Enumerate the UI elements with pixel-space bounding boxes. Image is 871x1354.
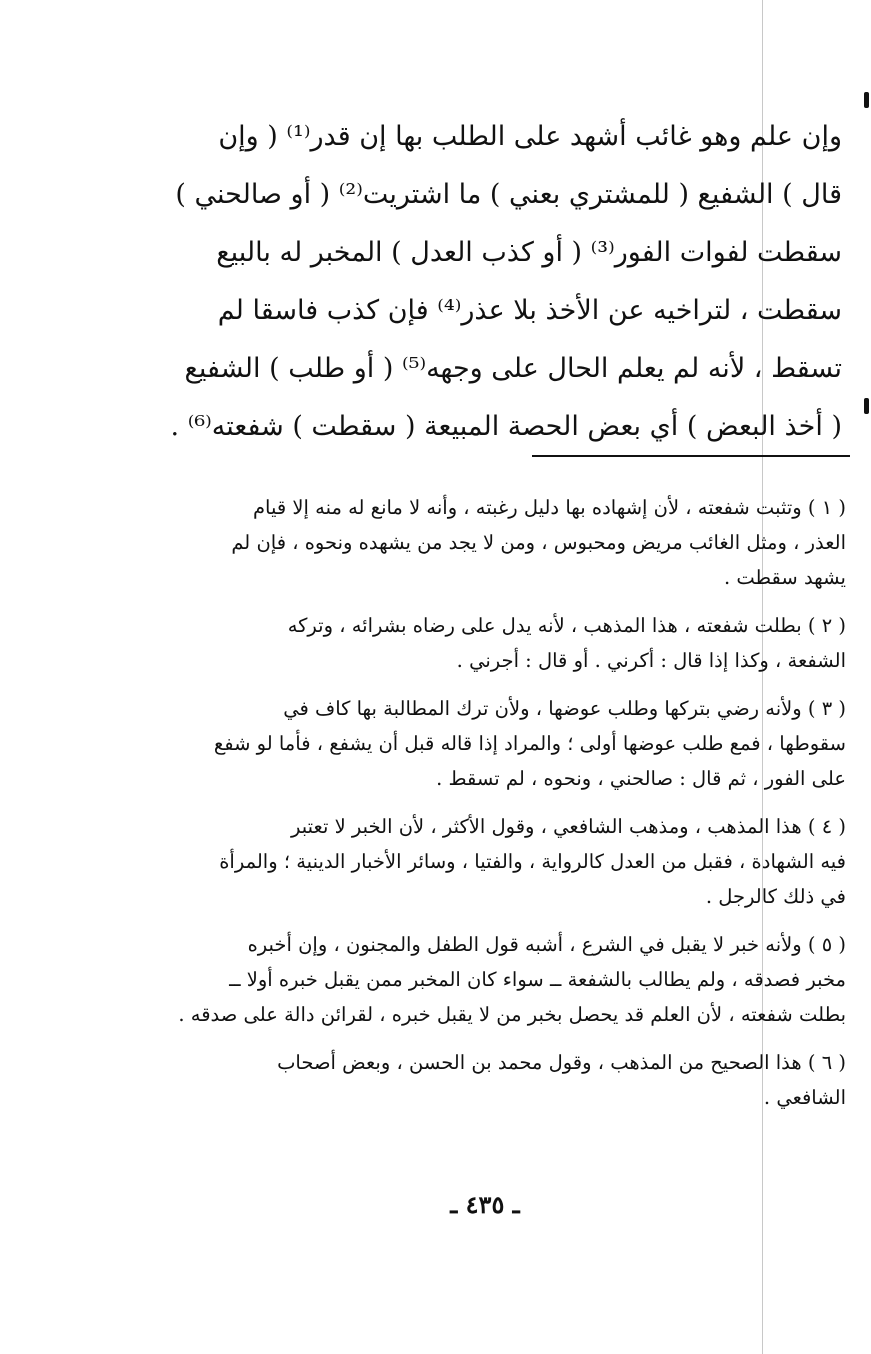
footnote-3 bbox=[108, 691, 846, 796]
footnote-line: ( ١ ) وتثبت شفعته ، لأن إشهاده بها دليل رغبته ، وأنه لا مانع له منه إلا قيام bbox=[252, 496, 846, 519]
edge-mark-top bbox=[864, 92, 869, 108]
main-text-line: سقطت ، لتراخيه عن الأخذ بلا عذر⁽⁴⁾ فإن كذب فاسقا لم bbox=[217, 295, 842, 326]
footnote-line: الشفعة ، وكذا إذا قال : أكرني . أو قال : أجرني . bbox=[456, 649, 846, 672]
footnote-1 bbox=[108, 490, 846, 595]
footnote-line: في ذلك كالرجل . bbox=[705, 885, 846, 908]
main-text-line: وإن علم وهو غائب أشهد على الطلب بها إن قدر⁽¹⁾ ( وإن bbox=[218, 121, 842, 152]
footnote-2 bbox=[108, 608, 846, 678]
footnote-line: ( ٢ ) بطلت شفعته ، هذا المذهب ، لأنه يدل على رضاه بشرائه ، وتركه bbox=[287, 614, 846, 637]
footnote-line: سقوطها ، فمع طلب عوضها أولى ؛ والمراد إذا قاله قبل أن يشفع ، فأما لو شفع bbox=[213, 732, 846, 755]
main-text-line: سقطت لفوات الفور⁽³⁾ ( أو كذب العدل ) المخبر له بالبيع bbox=[216, 237, 842, 268]
footnote-line: العذر ، ومثل الغائب مريض ومحبوس ، ومن لا يجد من يشهده ونحوه ، فإن لم bbox=[231, 531, 846, 554]
footnote-line: فيه الشهادة ، فقبل من العدل كالرواية ، والفتيا ، وسائر الأخبار الدينية ؛ والمرأة bbox=[219, 850, 846, 873]
footnote-line: ( ٤ ) هذا المذهب ، ومذهب الشافعي ، وقول الأكثر ، لأن الخبر لا تعتبر bbox=[291, 815, 846, 838]
main-text-line: قال ) الشفيع ( للمشتري بعني ) ما اشتريت⁽²⁾ ( أو صالحني ) bbox=[175, 179, 842, 210]
footnote-4 bbox=[108, 809, 846, 914]
main-text-line: تسقط ، لأنه لم يعلم الحال على وجهه⁽⁵⁾ ( أو طلب ) الشفيع bbox=[184, 353, 842, 384]
footnote-line: على الفور ، ثم قال : صالحني ، ونحوه ، لم تسقط . bbox=[436, 767, 846, 790]
main-text-line: ( أخذ البعض ) أي بعض الحصة المبيعة ( سقطت ) شفعته⁽⁶⁾ . bbox=[170, 411, 842, 442]
edge-mark-bottom bbox=[864, 398, 869, 414]
footnote-line: يشهد سقطت . bbox=[724, 566, 846, 589]
footnote-line: بطلت شفعته ، لأن العلم قد يحصل بخبر من لا يقبل خبره ، لقرائن دالة على صدقه . bbox=[178, 1003, 846, 1026]
footnote-5 bbox=[108, 927, 846, 1032]
footnote-line: ( ٥ ) ولأنه خبر لا يقبل في الشرع ، أشبه قول الطفل والمجنون ، وإن أخبره bbox=[247, 933, 846, 956]
footnote-line: ( ٦ ) هذا الصحيح من المذهب ، وقول محمد بن الحسن ، وبعض أصحاب bbox=[277, 1051, 846, 1074]
page-number: ـ ٤٣٥ ـ bbox=[450, 1190, 520, 1219]
footnotes-block bbox=[108, 490, 846, 1128]
footnote-6 bbox=[108, 1045, 846, 1115]
footnote-line: الشافعي . bbox=[763, 1086, 846, 1109]
footnote-line: ( ٣ ) ولأنه رضي بتركها وطلب عوضها ، ولأن ترك المطالبة بها كاف في bbox=[283, 697, 846, 720]
footnote-separator bbox=[532, 455, 850, 457]
main-text-block bbox=[112, 108, 842, 456]
footnote-line: مخبر فصدقه ، ولم يطالب بالشفعة ــ سواء كان المخبر ممن يقبل خبره أولا ــ bbox=[229, 968, 846, 991]
